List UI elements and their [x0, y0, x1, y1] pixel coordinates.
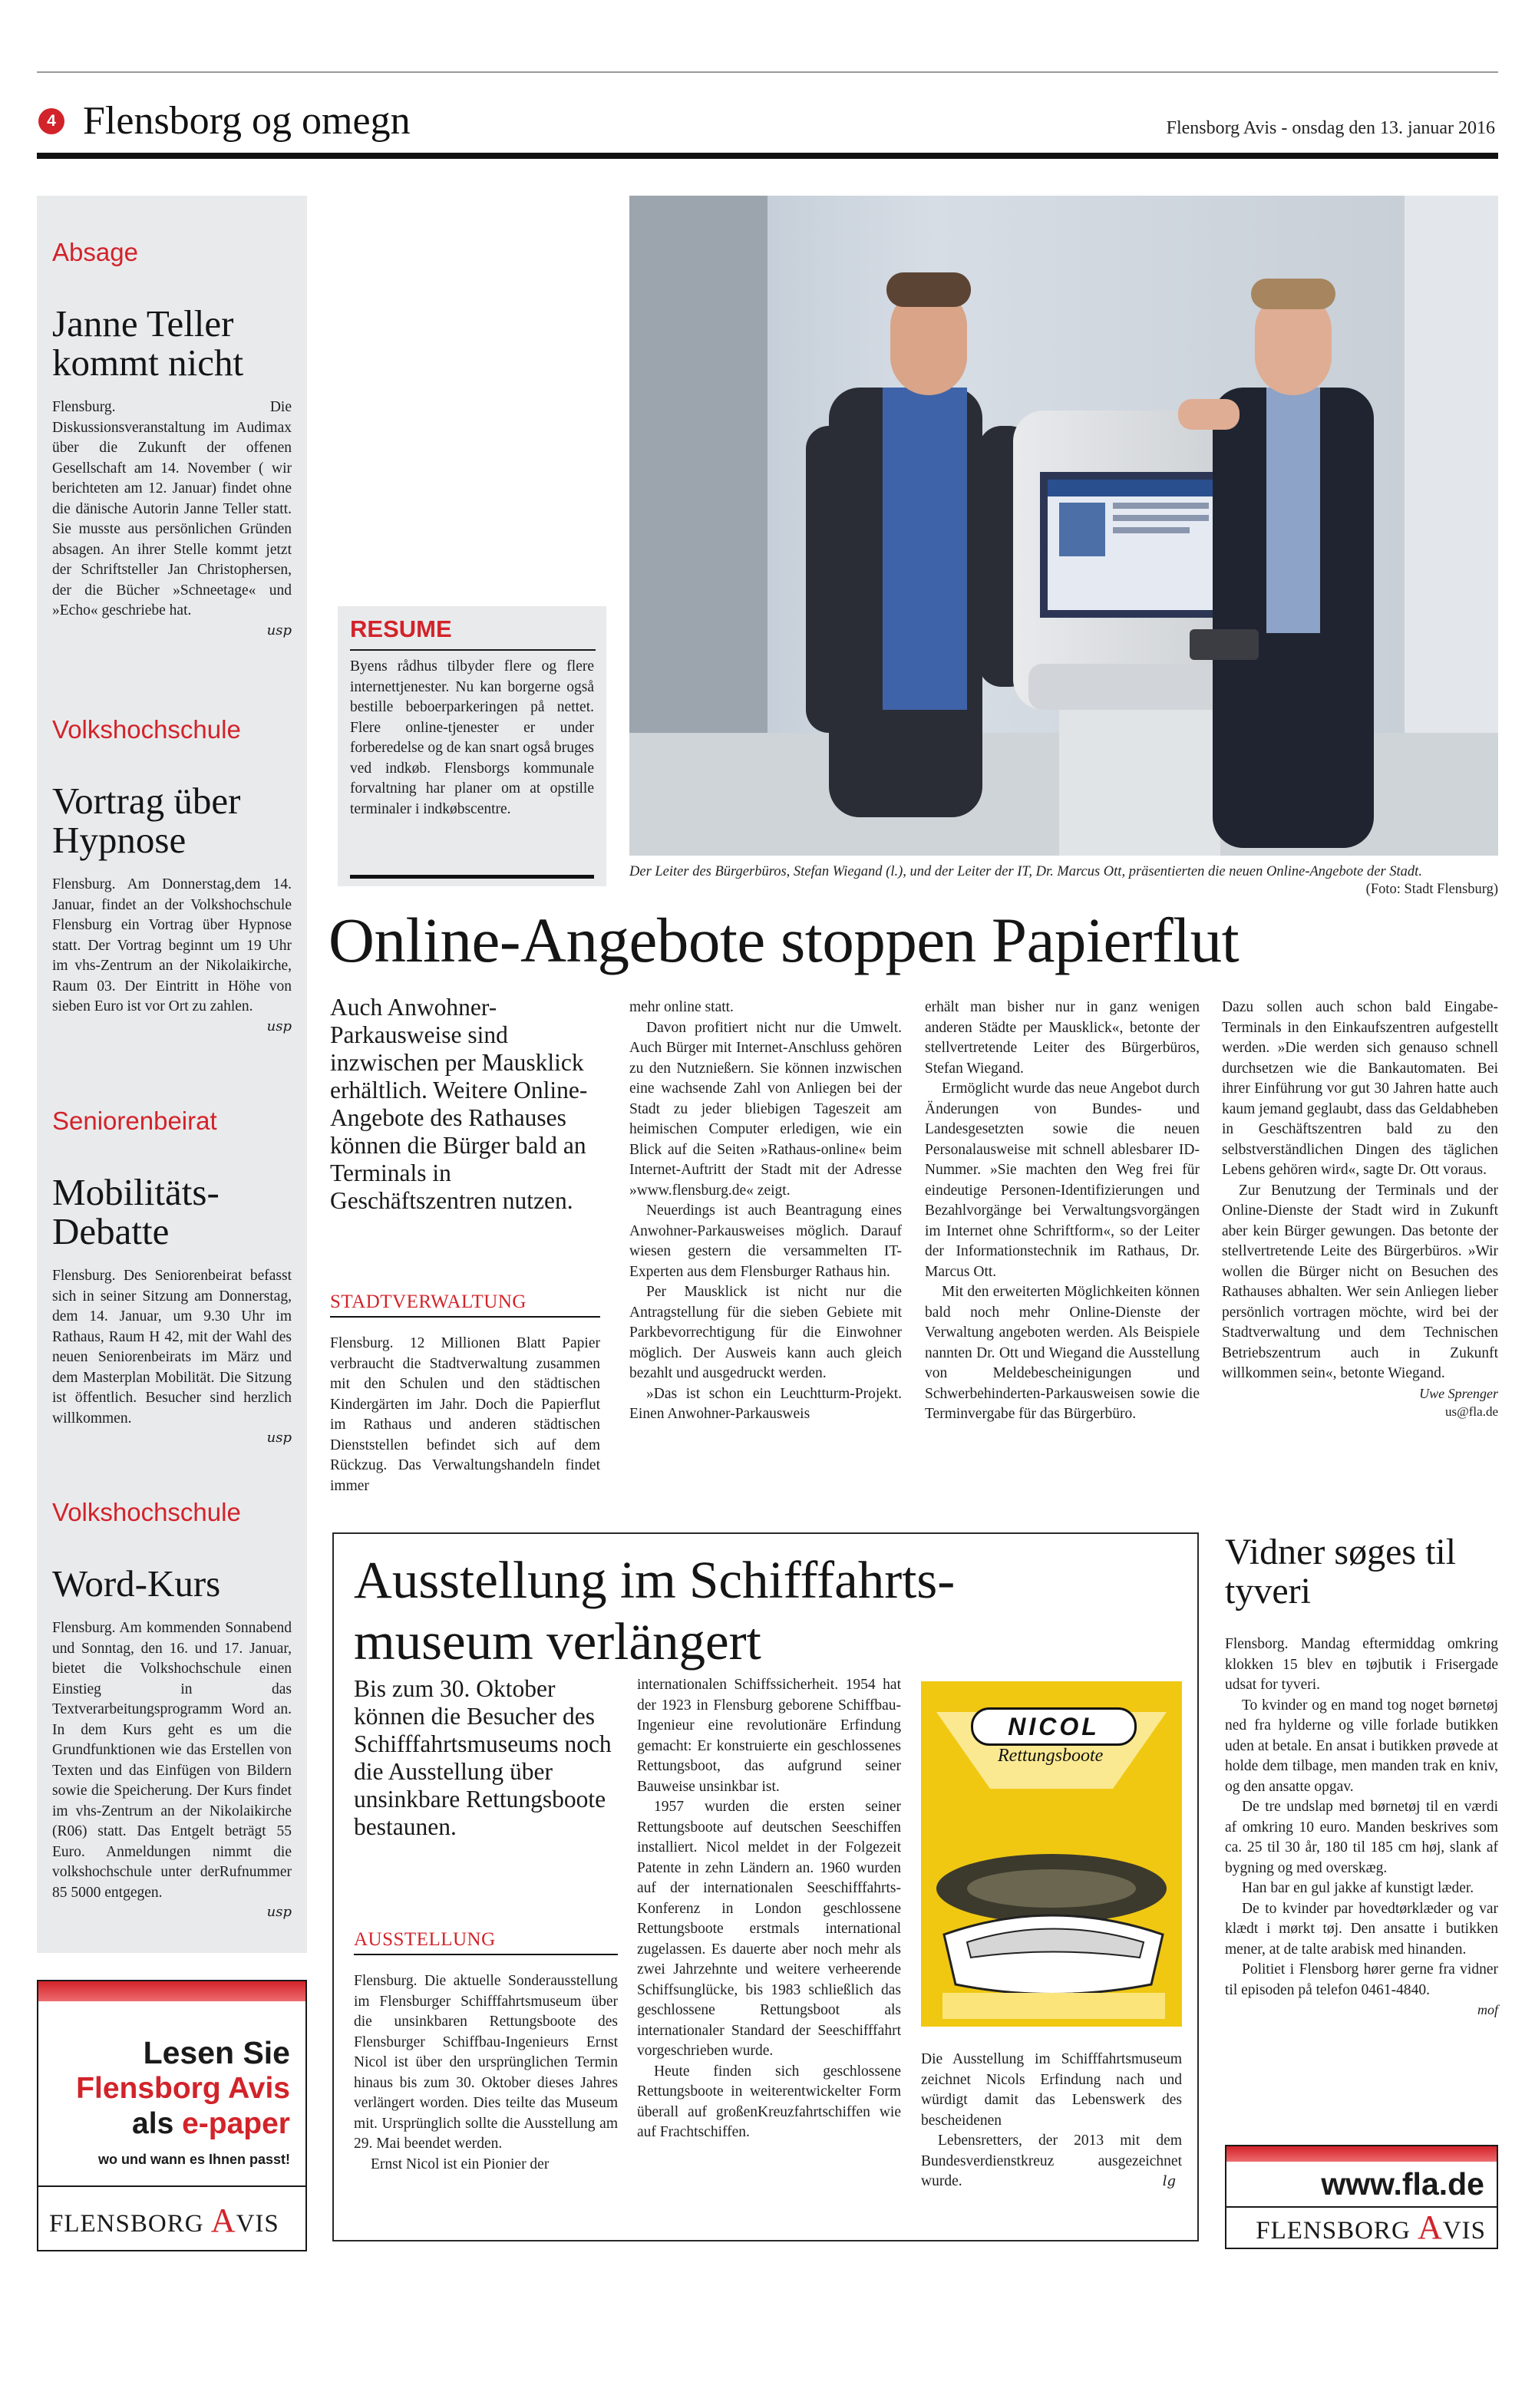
resume-rule — [350, 649, 596, 651]
museum-deck: Bis zum 30. Oktober können die Besucher des Schifffahrtsmuseums noch die Ausstellung über unsinkbare Rettungsboote bestaunen. — [354, 1675, 612, 1840]
ad-line-1: Lesen Sie — [143, 2035, 290, 2070]
sidebar-item-2 — [52, 715, 292, 1036]
sidebar-signature: usp — [266, 1018, 292, 1034]
sidebar-kicker: Volkshochschule — [52, 715, 241, 744]
nicol-poster — [921, 1681, 1182, 2027]
museum-article-box — [332, 1532, 1199, 2241]
ad-red-band — [38, 1981, 305, 2001]
sidebar-body: Flensburg. Die Diskussionsveranstaltung im Audimax über die Zukunft der offenen Gesellschaft am 14. November ( wir berichteten am 12. Januar) findet ohne die dänische Autorin Janne Teller statt. Sie musste aus persönlichen Gründen absagen. An ihrer Stelle kommt jetzt der Schriftsteller Jan Christophersen, der die Bücher »Schneetage« und »Echo« geschriebe hat. — [52, 399, 292, 618]
lead-deck: Auch Anwohner-Parkausweise sind inzwischen per Mausklick erhältlich. Weitere Online-Angebote des Rathauses können die Bürger bald an Terminals in Geschäftszentren nutzen. — [330, 994, 588, 1214]
section-title: Flensborg og omegn — [83, 99, 411, 143]
photo-men-with-terminal — [629, 196, 1498, 856]
ad-red-band — [1226, 2146, 1497, 2162]
resume-box — [338, 606, 606, 886]
lead-col-2: mehr online statt. Davon profitiert nicht nur die Umwelt. Auch Bürger mit Internet-Anschluss gehören zu den Nutznießern. Sie können inzwischen eine wachsende Zahl von Anliegen bei der Stadt zu jeder bliebigen Tageszeit am heimischen Computer erledigen, wie ein Blick auf die Seiten »Rathaus-online« beim Internet-Auftritt der Stadt mit der Adresse »www.flensburg.de« zeigt. Neuerdings ist auch Beantragung eines Anwohner-Parkausweises möglich. Darauf wiesen gestern die versammelten IT-Experten aus dem Flensburger Rathaus hin. Per Mausklick ist nicht nur die Antragstellung für die sieben Gebiete mit Parkbevorrechtigung für die Einwohner möglich. Der Ausweis kann auch gleich bezahlt und ausgedruckt werden. »Das ist schon ein Leuchtturm-Projekt. Einen Anwohner-Parkausweis — [629, 999, 902, 1422]
vidner-signature: mof — [1477, 2002, 1498, 2017]
museum-col-1: Flensburg. Die aktuelle Sonderausstellung im Flensburger Schifffahrtsmuseum über die unsinkbaren Rettungsboote des Flensburger Schiffbau-Ingenieurs Ernst Nicol ist über den ursprünglichen Termin hinaus bis zum 30. Oktober dieses Jahres verlängert worden. Dies teilte das Museum mit. Ursprünglich sollte die Ausstellung am 29. Mai beendet werden. Ernst Nicol ist ein Pionier der — [354, 1973, 618, 2172]
resume-title: RESUME — [350, 615, 452, 642]
epaper-ad[interactable] — [37, 1980, 307, 2251]
sidebar-kicker: Absage — [52, 238, 138, 266]
lead-col-1: Flensburg. 12 Millionen Blatt Papier verbraucht die Stadtverwaltung zusammen mit den Schulen und den städtischen Kindergärten im Jahr. Doch die Papierflut im Rathaus und anderen städtischen Dienststellen befindet sich auf dem Rückzug. Das Verwaltungshandeln findet immer — [330, 1335, 600, 1494]
flensborg-avis-logo: FLENSBORG AVIS — [49, 2202, 279, 2239]
poster-subtitle: Rettungsboote — [998, 1746, 1104, 1766]
resume-bottom-rule — [350, 875, 594, 879]
lead-author: Uwe Sprenger — [1419, 1385, 1498, 1401]
lead-col-3: erhält man bisher nur in ganz wenigen anderen Städte per Mausklick«, betonte der stellvertretende Leiter des Bürgerbüros, Stefan Wiegand. Ermöglicht wurde das neue Angebot durch Änderungen von Bundes- und Landesgesetzten sowie die neuen Personalausweise mit schnell ablesbarer ID-Nummer. »Sie machten den Weg frei für eindeutige Personen-Identifizierungen und Bezahlvorgänge bei Verwaltungsvorgängen im Internet ohne Schriftform«, so der Leiter der Informationstechnik im Rathaus, Dr. Marcus Ott. Mit den erweiterten Möglichkeiten können bald noch mehr Online-Dienste der Verwaltung angeboten werden. Als Beispiele nannten Dr. Ott und Wiegand die Ausstellung von Meldebescheinigungen und Schwerbehinderten-Parkausweisen sowie die Terminvergabe für das Bürgerbüro. — [925, 999, 1200, 1422]
header-rule — [37, 153, 1498, 159]
lead-kicker: STADTVERWALTUNG — [330, 1291, 600, 1318]
lead-headline: Online-Angebote stoppen Papierflut — [328, 905, 1240, 975]
sidebar-item-3 — [52, 1107, 292, 1447]
ad-url: www.fla.de — [1321, 2166, 1484, 2202]
sidebar-kicker: Volkshochschule — [52, 1498, 241, 1526]
top-rule — [37, 71, 1498, 73]
vidner-headline: Vidner søges til tyveri — [1225, 1532, 1457, 1611]
page-number-badge: 4 — [38, 108, 64, 134]
museum-headline: Ausstellung im Schifffahrts-museum verlängert — [354, 1551, 956, 1671]
sidebar-headline: Vortrag über Hypnose — [52, 780, 241, 861]
news-photo — [629, 196, 1498, 856]
lead-col-4: Dazu sollen auch schon bald Eingabe-Terminals in den Einkaufszentren aufgestellt werden. »Die werden sich genauso schnell durchsetzen wie die Bankautomaten. Bei ihrer Einführung vor gut 30 Jahren hatte auch kaum jemand geglaubt, dass das Geldabheben in Geschäftszentren bald zu den selbstverständlichen Dingen des täglichen Lebens gehören wird«, sagte Dr. Ott voraus. Zur Benutzung der Terminals und der Online-Dienste der Stadt wird in Zukunft aber kein Bürger gewungen. Das betonte der stellvertretende Leite des Bürgerbüros. »Wir wollen die Bürger nicht on Besuchen des Rathauses abhalten. Wer sein Anliegen lieber persönlich vortragen möchte, wird bei der Stadtverwaltung und dem Technischen Betriebszentrum auch in Zukunft willkommen sein«, betonte Wiegand. Uwe Sprenger us@fla.de — [1222, 998, 1498, 1421]
sidebar-kicker: Seniorenbeirat — [52, 1107, 217, 1135]
paper-date: Flensborg Avis - onsdag den 13. januar 2016 — [1166, 118, 1495, 138]
sidebar-item-4 — [52, 1498, 292, 1921]
vidner-body: Flensborg. Mandag eftermiddag omkring klokken 15 blev en tøjbutik i Frisergade udsat for tyveri. To kvinder og en mand tog noget børnetøj ned fra hylderne og ville forlade butikken uden at betale. En ansat i butikken prøvede at holde dem tilbage, men manden trak en kniv, og den ansatte opgav. De tre undslap med børnetøj til en værdi af omkring 10 euro. Manden beskrives som ca. 25 til 30 år, 180 til 185 cm høj, slank af bygning og med overskæg. Han bar en gul jakke af kunstigt læder. De to kvinder par hovedtørklæder og var klædt i mørkt tøj. Den ansatte i butikken mener, at de talte arabisk med hinanden. Politiet i Flensborg hører gerne fra vidner til episoden på telefon 0461-4840. mof — [1225, 1636, 1498, 2017]
news-sidebar — [37, 196, 307, 1953]
sidebar-item-1 — [52, 238, 292, 640]
sidebar-body: Flensburg. Am kommenden Sonnabend und Sonntag, den 16. und 17. Januar, bietet die Volkshochschule einen Einstieg in das Textverarbeitungsprogramm Word an. In dem Kurs geht es um die Grundfunktionen wie das Erstellen von Texten und das Einfügen von Bildern sowie die Speicherung. Der Kurs findet im vhs-Zentrum an der Nikolaikirche (R06) statt. Das Entgelt beträgt 55 Euro. Anmeldungen nimmt die volkshochschule unter derRufnummer 85 5000 entgegen. — [52, 1620, 292, 1901]
sidebar-body: Flensburg. Am Donnerstag,dem 14. Januar, findet an der Volkshochschule Flensburg ein Vortrag über Hypnose statt. Der Vortrag beginnt um 19 Uhr im vhs-Zentrum an der Nikolaikirche, Raum 03. Der Eintritt in Höhe von sieben Euro ist vor Ort zu zahlen. — [52, 876, 292, 1014]
sidebar-signature: usp — [266, 1904, 292, 1920]
sidebar-signature: usp — [266, 622, 292, 638]
sidebar-headline: Mobilitäts-Debatte — [52, 1171, 220, 1252]
poster-brand: NICOL — [971, 1707, 1137, 1746]
flensborg-avis-logo: FLENSBORG AVIS — [1256, 2208, 1486, 2246]
ad-tagline: wo und wann es Ihnen passt! — [97, 2152, 290, 2167]
sidebar-signature: usp — [266, 1430, 292, 1446]
ad-divider — [38, 2185, 305, 2187]
lead-author-email: us@fla.de — [1445, 1404, 1498, 1419]
ad-line-2: Flensborg Avis — [76, 2072, 290, 2105]
resume-body: Byens rådhus tilbyder flere og flere internettjenester. Nu kan borgerne også bestille beboerparkeringen på nettet. Flere online-tjenester er under forberedelse og de kan snart også bruges ved indkøb. Flensborgs kommunale forvaltning har planer om at opstille terminaler i indkøbscentre. — [350, 658, 594, 817]
photo-credit: (Foto: Stadt Flensburg) — [1365, 882, 1498, 897]
museum-col-2: internationalen Schiffssicherheit. 1954 hat der 1923 in Flensburg geborene Schiffbau-Ingenieur eine revolutionäre Erfindung gemacht: Er konstruierte ein geschlossenes Rettungsboot, das aufgrund seiner Bauweise unsinkbar ist. 1957 wurden die ersten seiner Rettungsboote auf deutschen Seeschiffen installiert. Nicol meldet in der Folgezeit Patente in zehn Ländern an. 1960 wurden auf der internationalen Seeschifffahrts-Konferenz in London geschlossene Rettungsboote erstmals international zugelassen. Es dauerte aber noch mehr als zwei Jahrzehnte und weitere verheerende Schiffsunglücke, bis 1983 schließlich das geschlossene Rettungsboot als internationaler Standard der Seeschifffahrt vorgeschrieben wurde. Heute finden sich geschlossene Rettungsboote in weiterentwickelter Form überall auf großenKreuzfahrtschiffen wie auf Frachtschiffen. — [637, 1677, 901, 2140]
museum-signature: lg — [1162, 2173, 1176, 2189]
sidebar-body: Flensburg. Des Seniorenbeirat befasst sich in seiner Sitzung am Donnerstag, dem 14. Januar, um 9.30 Uhr im Rathaus, Raum H 42, mit der Wahl des neuen Seniorenbeirats im März und dem Masterplan Mobilität. Die Sitzung ist öffentlich. Besucher sind herzlich willkommen. — [52, 1268, 292, 1427]
sidebar-headline: Word-Kurs — [52, 1562, 221, 1605]
museum-kicker: AUSSTELLUNG — [354, 1929, 618, 1955]
photo-caption: Der Leiter des Bürgerbüros, Stefan Wiegand (l.), und der Leiter der IT, Dr. Marcus Ott, präsentierten die neuen Online-Angebote der Stadt. — [629, 864, 1422, 879]
museum-caption: Die Ausstellung im Schifffahrtsmuseum zeichnet Nicols Erfindung nach und würdigt damit das Lebenswerk des bescheidenen Lebensretters, der 2013 mit dem Bundesverdienstkreuz ausgezeichnet wurde. — [921, 2051, 1182, 2189]
ad-line-3: als e-paper — [132, 2107, 290, 2140]
fla-web-ad[interactable] — [1225, 2145, 1498, 2249]
sidebar-headline: Janne Teller kommt nicht — [52, 302, 244, 384]
